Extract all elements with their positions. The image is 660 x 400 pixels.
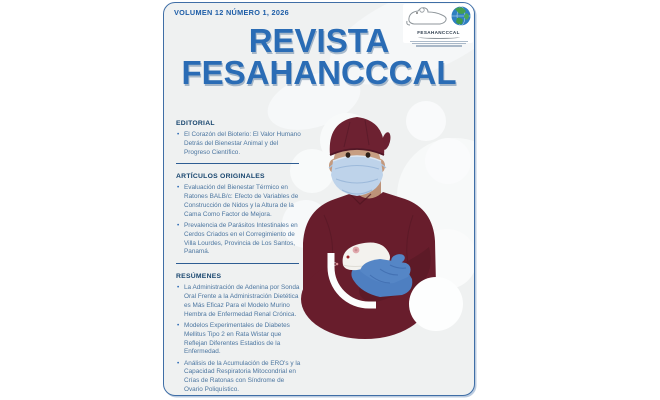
logo-name: FESAHANCCCAL: [417, 30, 460, 35]
article-item: • El Corazón del Bioterio: El Valor Humano Detrás del Bienestar Animal y del Progreso Científico.: [176, 131, 303, 157]
issue-label: VOLUMEN 12 NÚMERO 1, 2026: [174, 8, 289, 17]
logo-underline: [418, 35, 460, 39]
section-divider: [176, 263, 299, 264]
section-heading: EDITORIAL: [176, 120, 215, 127]
section-articulos-originales: [176, 173, 303, 257]
section-divider: [176, 163, 299, 164]
article-item: • Análisis de la Acumulación de ERO's y la Capacidad Respiratoria Mitocondrial en Crías de Ratonas con Síndrome de Ovario Poliquístico.: [176, 360, 303, 395]
section-resumenes: [176, 273, 303, 395]
section-heading: RESÚMENES: [176, 273, 222, 281]
article-list: [176, 284, 303, 395]
journal-title-line1: REVISTA: [248, 22, 390, 59]
section-editorial: [176, 120, 303, 157]
rat-globe-logo-icon: [406, 5, 472, 28]
logo-fine-print: [405, 41, 472, 47]
article-item: • Modelos Experimentales de Diabetes Mellitus Tipo 2 en Rata Wistar que Reflejan Diferentes Estadios de la Enfermedad.: [176, 322, 303, 357]
journal-cover: [163, 2, 475, 396]
article-list: [176, 184, 303, 257]
article-item: • La Administración de Adenina por Sonda Oral Frente a la Administración Dietética es Más Eficaz Para el Modelo Murino Hembra de Enfermedad Renal Crónica.: [176, 284, 303, 319]
journal-title-line2: FESAHANCCCAL: [181, 54, 457, 91]
fesahancccal-logo: [403, 4, 473, 43]
contents-column: [176, 120, 303, 396]
article-item: • Prevalencia de Parásitos Intestinales en Cerdos Criados en el Corregimiento de Villa Lourdes, Provincia de Los Santos, Panamá.: [176, 222, 303, 257]
article-item: • Evaluación del Bienestar Térmico en Ratones BALB/c: Efecto de Variables de Construcción de Nidos y la Altura de la Cama Como Factor de Mejora.: [176, 184, 303, 219]
section-heading: ARTÍCULOS ORIGINALES: [176, 173, 265, 181]
article-list: [176, 131, 303, 157]
